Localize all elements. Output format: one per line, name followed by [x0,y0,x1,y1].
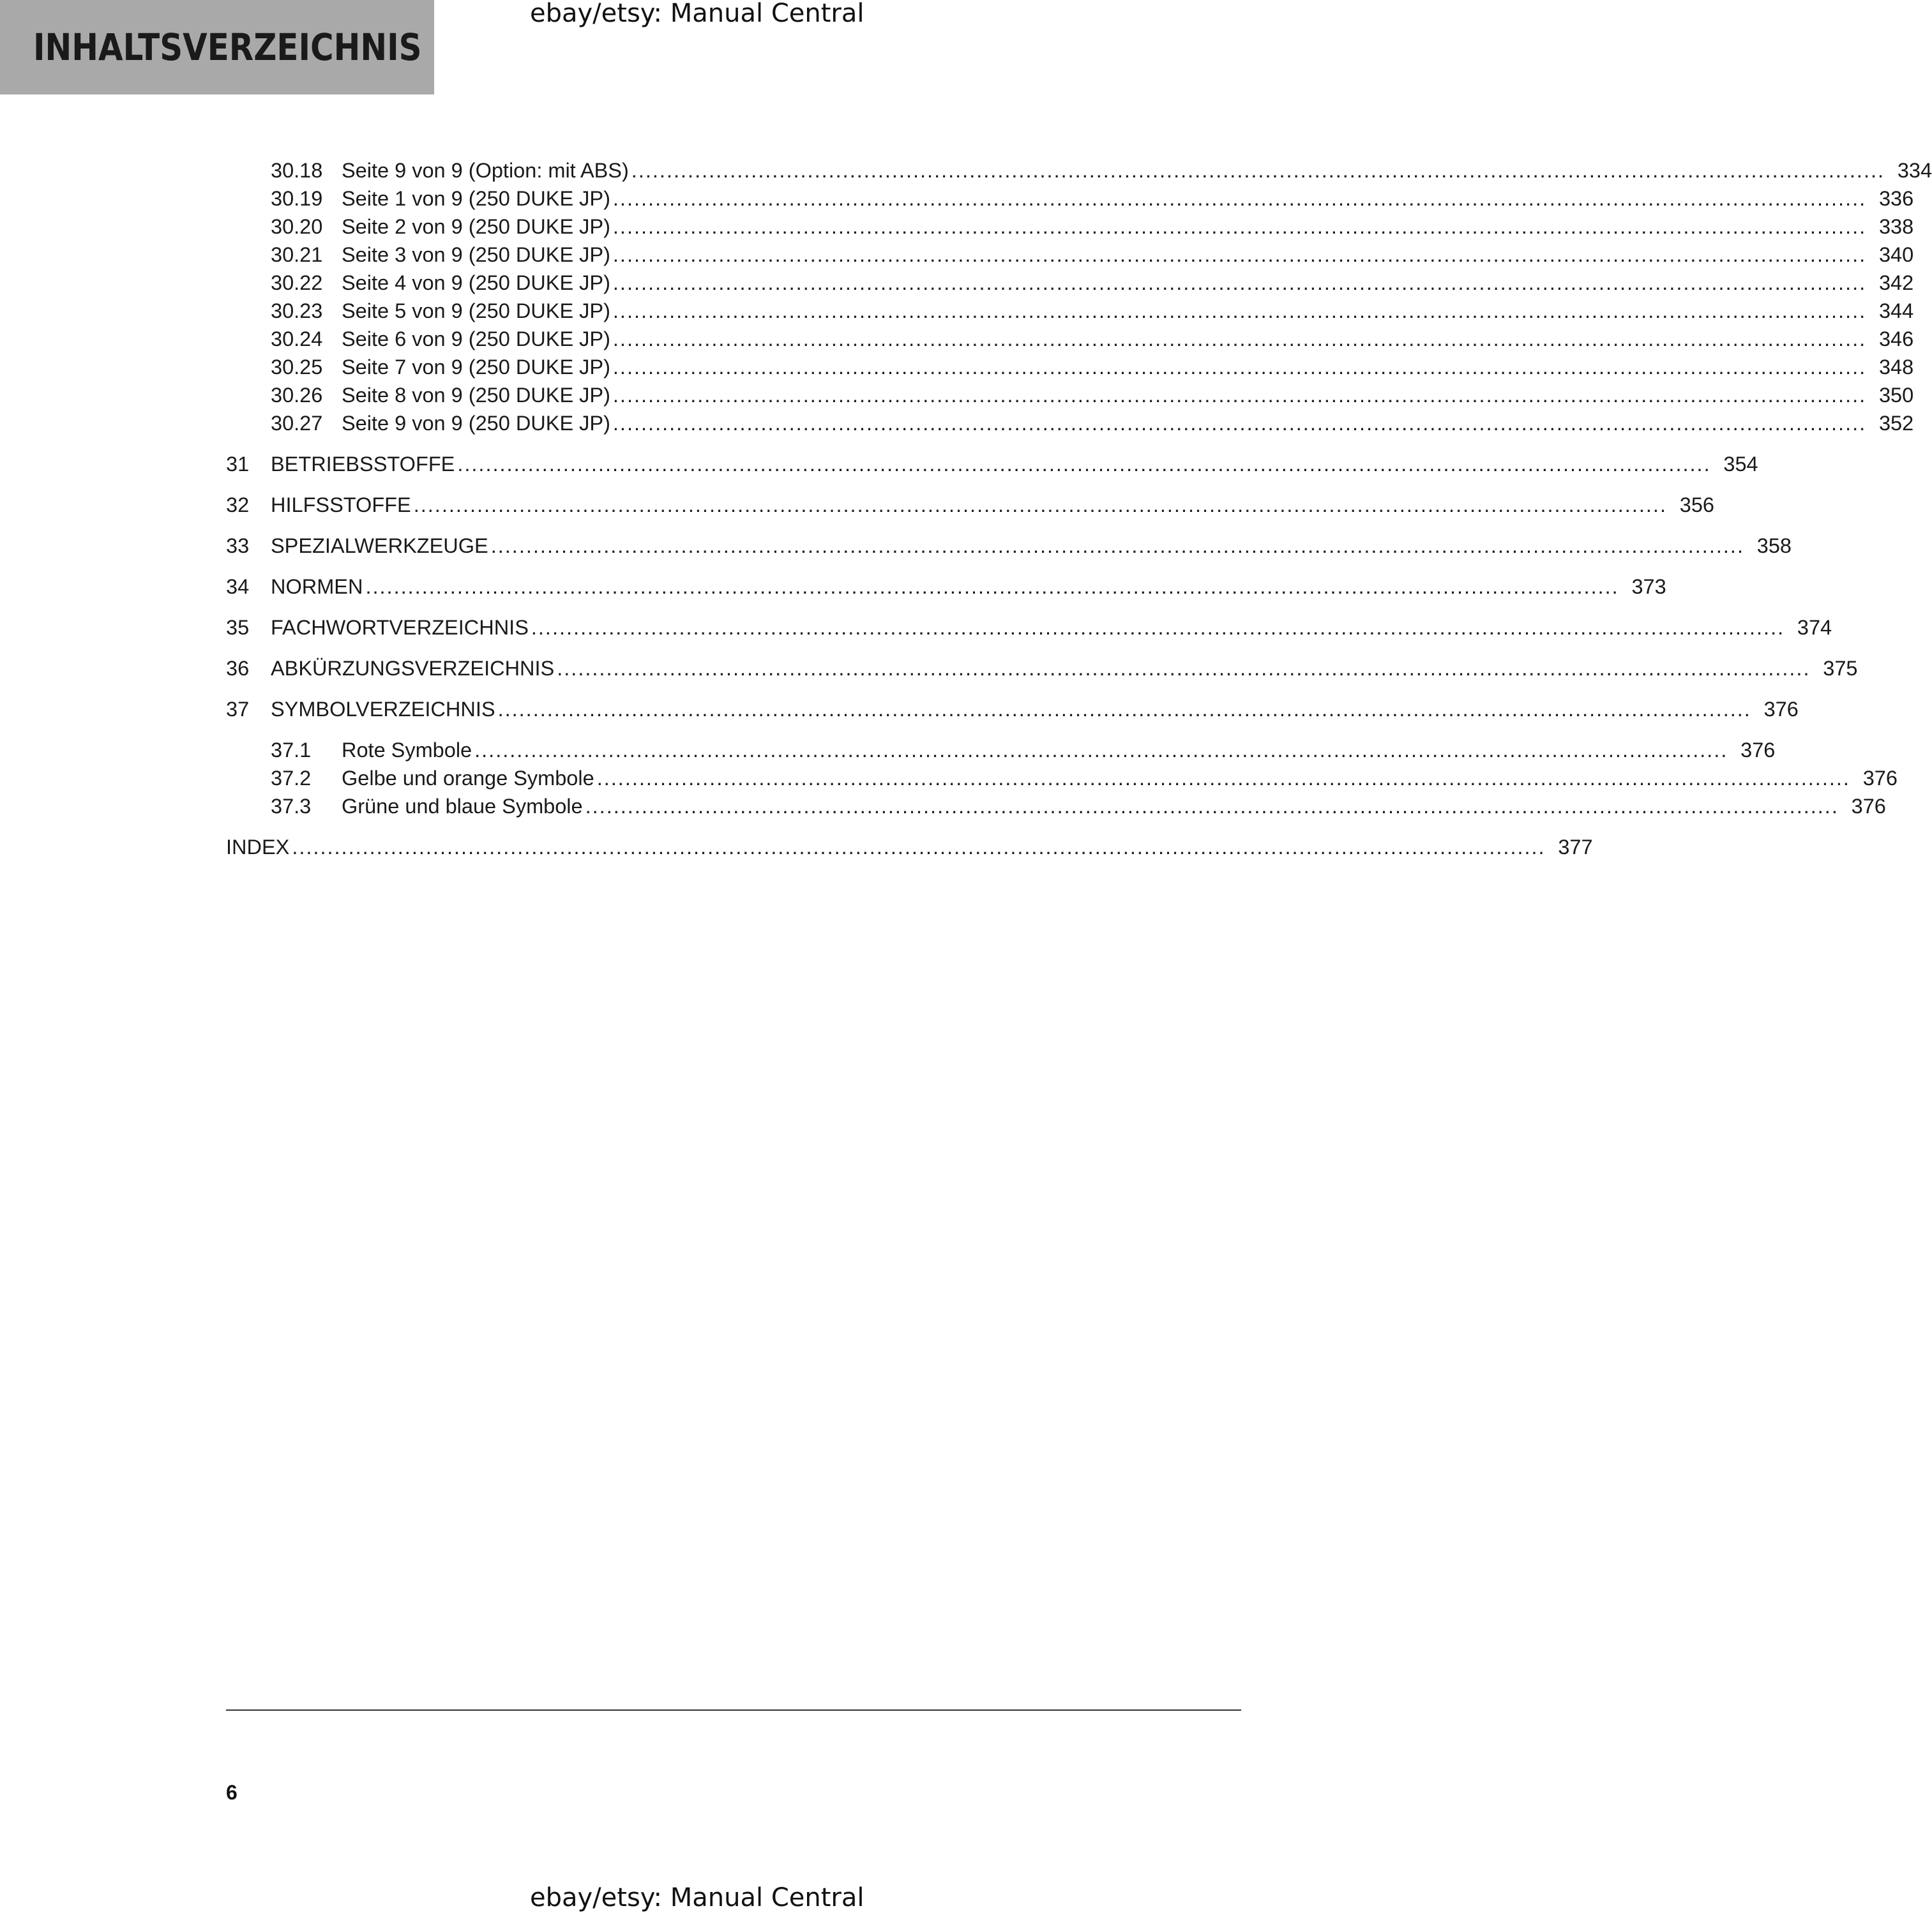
toc-leader-dots: .................................................................................................................................................................................. [413,493,1667,516]
toc-entry[interactable] [226,156,1932,184]
toc-entry-number: 33 [226,534,250,557]
toc-entry-index[interactable] [226,833,1593,861]
toc-entry-title: Seite 2 von 9 (250 DUKE JP) [342,215,610,238]
toc-entry-page: 352 [1878,412,1914,435]
toc-leader-dots: .................................................................................................................................................................................. [612,243,1867,266]
toc-leader-dots: .................................................................................................................................................................................. [292,836,1546,859]
watermark-top: ebay/etsy: Manual Central [530,0,864,28]
toc-entry-number: 30.25 [271,356,323,379]
toc-entry-page: 374 [1797,616,1832,639]
toc-entry[interactable] [226,613,1832,642]
toc-chapter-list [226,450,1898,820]
toc-entry[interactable] [226,297,1914,325]
toc-entry[interactable] [226,792,1886,820]
toc-leader-dots: .................................................................................................................................................................................. [365,575,1619,598]
toc-entry-page: 334 [1897,159,1932,182]
toc-entry-title: NORMEN [271,575,363,598]
toc-leader-dots: .................................................................................................................................................................................. [531,616,1785,639]
table-of-contents [226,156,1932,861]
toc-entry-number: 30.20 [271,215,323,238]
toc-entry-page: 346 [1878,327,1914,350]
toc-entry[interactable] [226,695,1799,723]
toc-entry-page: 336 [1878,187,1914,210]
toc-leader-dots: .................................................................................................................................................................................. [612,356,1867,379]
toc-entry-number: 34 [226,575,250,598]
toc-entry-page: 340 [1878,243,1914,266]
toc-entry-title: ABKÜRZUNGSVERZEICHNIS [271,657,555,680]
toc-entry[interactable] [226,409,1914,437]
toc-entry-number: 37.2 [271,767,312,790]
toc-leader-dots: .................................................................................................................................................................................. [490,534,1744,557]
toc-entry[interactable] [226,241,1914,269]
toc-leader-dots: .................................................................................................................................................................................. [612,187,1867,210]
page-title: INHALTSVERZEICHNIS [33,26,422,69]
header-tab [0,0,434,94]
toc-entry-title: FACHWORTVERZEICHNIS [271,616,529,639]
toc-entry-number: 37.3 [271,795,312,818]
toc-entry-number: 35 [226,616,250,639]
toc-entry-page: 376 [1763,698,1799,721]
toc-entry-number: 30.18 [271,159,323,182]
toc-entry-number: 30.26 [271,384,323,407]
toc-entry[interactable] [226,491,1714,519]
toc-leader-dots: .................................................................................................................................................................................. [497,698,1751,721]
toc-entry-page: 376 [1851,795,1886,818]
toc-leader-dots: .................................................................................................................................................................................. [585,795,1839,818]
toc-entry-page: 375 [1823,657,1858,680]
toc-entry-number: 32 [226,493,250,516]
toc-entry-title: Seite 9 von 9 (Option: mit ABS) [342,159,629,182]
toc-entry-title: SYMBOLVERZEICHNIS [271,698,495,721]
toc-entry-title: Seite 4 von 9 (250 DUKE JP) [342,271,610,294]
toc-leader-dots: .................................................................................................................................................................................. [557,657,1811,680]
toc-entry[interactable] [226,381,1914,409]
toc-entry[interactable] [226,213,1914,241]
toc-entry[interactable] [226,654,1858,682]
toc-entry-title: INDEX [226,836,290,859]
toc-entry[interactable] [226,269,1914,297]
toc-entry-title: Seite 9 von 9 (250 DUKE JP) [342,412,610,435]
toc-entry-page: 377 [1558,836,1593,859]
toc-entry[interactable] [226,184,1914,213]
toc-entry-number: 30.24 [271,327,323,350]
toc-entry-number: 31 [226,453,250,476]
toc-entry-title: Grüne und blaue Symbole [342,795,583,818]
toc-entry-page: 358 [1756,534,1792,557]
page-number: 6 [226,1781,238,1804]
toc-entry-number: 37.1 [271,739,312,762]
toc-entry-title: Seite 8 von 9 (250 DUKE JP) [342,384,610,407]
toc-entry-page: 373 [1631,575,1666,598]
toc-entry-page: 344 [1878,299,1914,322]
toc-entry-title: BETRIEBSSTOFFE [271,453,455,476]
toc-entry-title: Rote Symbole [342,739,472,762]
toc-leader-dots: .................................................................................................................................................................................. [631,159,1885,182]
toc-leader-dots: .................................................................................................................................................................................. [474,739,1728,762]
toc-entry-number: 30.22 [271,271,323,294]
toc-entry-number: 30.23 [271,299,323,322]
toc-entry-number: 30.19 [271,187,323,210]
toc-entry[interactable] [226,450,1758,478]
toc-entry-page: 376 [1862,767,1898,790]
toc-entry[interactable] [226,532,1792,560]
toc-entry-number: 30.21 [271,243,323,266]
toc-entry[interactable] [226,736,1776,764]
toc-entry-title: Seite 7 von 9 (250 DUKE JP) [342,356,610,379]
toc-entry-title: HILFSSTOFFE [271,493,411,516]
footer-divider [226,1709,1241,1711]
toc-entry-number: 30.27 [271,412,323,435]
toc-leader-dots: .................................................................................................................................................................................. [612,299,1867,322]
toc-entry-page: 376 [1740,739,1776,762]
toc-sub-30-list [226,156,1932,437]
toc-leader-dots: .................................................................................................................................................................................. [612,384,1867,407]
toc-leader-dots: .................................................................................................................................................................................. [596,767,1850,790]
toc-entry-title: SPEZIALWERKZEUGE [271,534,488,557]
toc-entry-title: Seite 5 von 9 (250 DUKE JP) [342,299,610,322]
toc-entry-page: 350 [1878,384,1914,407]
toc-entry-title: Seite 1 von 9 (250 DUKE JP) [342,187,610,210]
toc-entry-title: Gelbe und orange Symbole [342,767,594,790]
toc-entry-title: Seite 6 von 9 (250 DUKE JP) [342,327,610,350]
toc-entry[interactable] [226,325,1914,353]
toc-leader-dots: .................................................................................................................................................................................. [612,271,1867,294]
toc-leader-dots: .................................................................................................................................................................................. [457,453,1711,476]
toc-entry-title: Seite 3 von 9 (250 DUKE JP) [342,243,610,266]
toc-entry[interactable] [226,573,1666,601]
toc-entry-page: 348 [1878,356,1914,379]
toc-entry-page: 342 [1878,271,1914,294]
watermark-bottom: ebay/etsy: Manual Central [530,1883,864,1912]
toc-entry-number: 37 [226,698,250,721]
toc-entry[interactable] [226,353,1914,381]
toc-entry-page: 356 [1679,493,1714,516]
toc-entry-number: 36 [226,657,250,680]
toc-entry[interactable] [226,764,1898,792]
toc-leader-dots: .................................................................................................................................................................................. [612,215,1867,238]
toc-leader-dots: .................................................................................................................................................................................. [612,327,1867,350]
toc-entry-page: 338 [1878,215,1914,238]
toc-entry-page: 354 [1723,453,1758,476]
toc-leader-dots: .................................................................................................................................................................................. [612,412,1867,435]
